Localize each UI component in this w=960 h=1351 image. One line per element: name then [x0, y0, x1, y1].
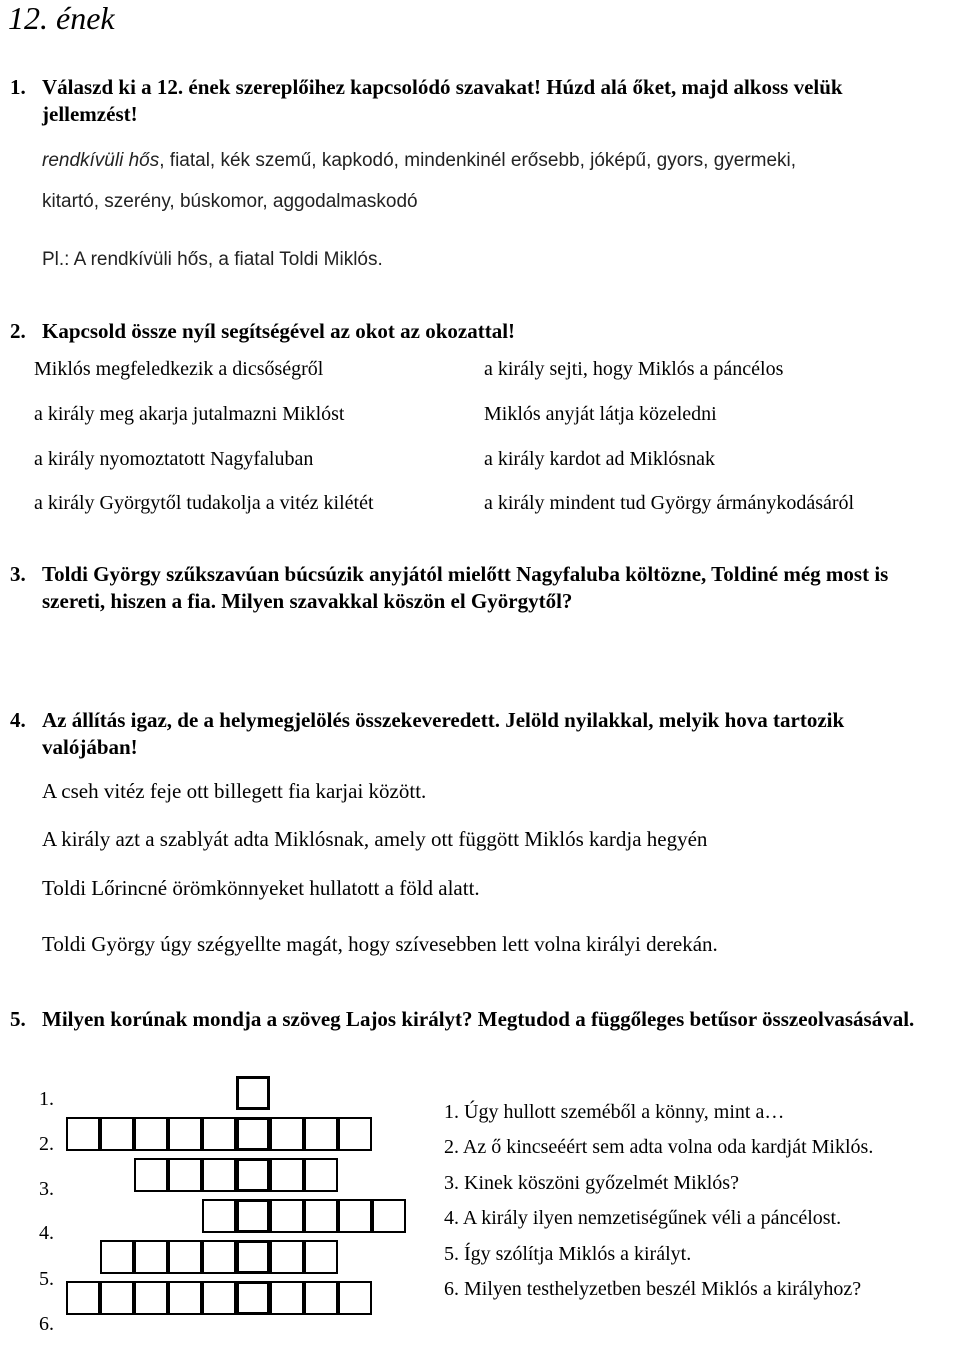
- crossword-cell[interactable]: [202, 1158, 236, 1192]
- question-number: 5.: [10, 1007, 26, 1031]
- crossword-cell[interactable]: [66, 1281, 100, 1315]
- crossword-cell[interactable]: [202, 1281, 236, 1315]
- question-number: 3.: [10, 562, 26, 586]
- solution-cell[interactable]: [236, 1281, 270, 1315]
- crossword-cell[interactable]: [168, 1117, 202, 1151]
- crossword-cell[interactable]: [168, 1240, 202, 1274]
- question-2: [0, 318, 960, 348]
- crossword-cell[interactable]: [372, 1199, 406, 1233]
- clue: 4. A király ilyen nemzetiségűnek véli a páncélost.: [444, 1207, 842, 1229]
- row-number: 4.: [39, 1222, 54, 1244]
- crossword-cell[interactable]: [270, 1199, 304, 1233]
- statement[interactable]: Toldi Lőrincné örömkönnyeket hullatott a föld alatt.: [42, 876, 480, 900]
- crossword-cell[interactable]: [270, 1240, 304, 1274]
- row-number: 3.: [39, 1178, 54, 1200]
- crossword-cell[interactable]: [134, 1240, 168, 1274]
- word-list-line-2: kitartó, szerény, búskomor, aggodalmaskodó: [42, 191, 418, 212]
- word-list: , fiatal, kék szemű, kapkodó, mindenkinél erősebb, jóképű, gyors, gyermeki,: [159, 150, 797, 171]
- question-number: 4.: [10, 708, 26, 732]
- row-number: 6.: [39, 1313, 54, 1335]
- effect-item[interactable]: a király mindent tud György ármánykodásáról: [484, 492, 855, 514]
- crossword-cell[interactable]: [270, 1281, 304, 1315]
- clue: 2. Az ő kincseéért sem adta volna oda kardját Miklós.: [444, 1136, 874, 1158]
- statement[interactable]: A cseh vitéz feje ott billegett fia karjai között.: [42, 779, 427, 803]
- crossword-cell[interactable]: [168, 1158, 202, 1192]
- solution-cell[interactable]: [236, 1117, 270, 1151]
- question-1: [0, 74, 960, 134]
- crossword-cell[interactable]: [304, 1199, 338, 1233]
- question-number: 2.: [10, 319, 26, 343]
- crossword-cell[interactable]: [304, 1158, 338, 1192]
- word-list-line-1: [42, 150, 796, 172]
- crossword-cell[interactable]: [100, 1240, 134, 1274]
- crossword-cell[interactable]: [338, 1281, 372, 1315]
- solution-cell[interactable]: [236, 1240, 270, 1274]
- crossword-cell[interactable]: [202, 1199, 236, 1233]
- question-text: Válaszd ki a 12. ének szereplőihez kapcsolódó szavakat! Húzd alá őket, majd alkoss velük jellemzést!: [42, 75, 843, 126]
- crossword-cell[interactable]: [66, 1117, 100, 1151]
- crossword-cell[interactable]: [134, 1117, 168, 1151]
- crossword-cell[interactable]: [338, 1117, 372, 1151]
- crossword-cell[interactable]: [270, 1158, 304, 1192]
- crossword-cell[interactable]: [100, 1281, 134, 1315]
- crossword-cell[interactable]: [168, 1281, 202, 1315]
- example-sentence: Pl.: A rendkívüli hős, a fiatal Toldi Miklós.: [42, 249, 383, 270]
- effect-item[interactable]: Miklós anyját látja közeledni: [484, 403, 717, 425]
- statement[interactable]: A király azt a szablyát adta Miklósnak, amely ott függött Miklós kardja hegyén: [42, 827, 708, 851]
- solution-cell[interactable]: [236, 1199, 270, 1233]
- crossword-cell[interactable]: [304, 1281, 338, 1315]
- solution-cell[interactable]: [236, 1076, 270, 1110]
- crossword-cell[interactable]: [304, 1117, 338, 1151]
- question-4: [0, 707, 960, 767]
- cause-item[interactable]: a király nyomoztatott Nagyfaluban: [34, 448, 314, 470]
- question-number: 1.: [10, 75, 26, 99]
- page-title: 12. ének: [8, 0, 115, 36]
- question-text: Kapcsold össze nyíl segítségével az okot az okozattal!: [42, 319, 516, 343]
- effect-item[interactable]: a király kardot ad Miklósnak: [484, 448, 716, 470]
- crossword-cell[interactable]: [202, 1240, 236, 1274]
- clue: 6. Milyen testhelyzetben beszél Miklós a királyhoz?: [444, 1278, 862, 1300]
- question-text: Milyen korúnak mondja a szöveg Lajos királyt? Megtudod a függőleges betűsor összeolvasásával.: [42, 1007, 915, 1031]
- word-highlighted: rendkívüli hős: [42, 150, 160, 171]
- question-3: [0, 561, 960, 621]
- crossword-cell[interactable]: [338, 1199, 372, 1233]
- clue: 5. Így szólítja Miklós a királyt.: [444, 1243, 692, 1265]
- crossword-cell[interactable]: [134, 1281, 168, 1315]
- clue: 3. Kinek köszöni győzelmét Miklós?: [444, 1172, 739, 1194]
- question-text: Toldi György szűkszavúan búcsúzik anyjától mielőtt Nagyfaluba költözne, Toldiné még most is szereti, hiszen a fia. Milyen szavakkal köszön el Györgytől?: [42, 562, 889, 613]
- crossword-cell[interactable]: [100, 1117, 134, 1151]
- row-number: 1.: [39, 1088, 54, 1110]
- crossword-cell[interactable]: [134, 1158, 168, 1192]
- question-5: [0, 1006, 960, 1066]
- cause-item[interactable]: Miklós megfeledkezik a dicsőségről: [34, 358, 324, 380]
- question-text: Az állítás igaz, de a helymegjelölés összekeveredett. Jelöld nyilakkal, melyik hova tartozik valójában!: [42, 708, 845, 759]
- cause-item[interactable]: a király Györgytől tudakolja a vitéz kilétét: [34, 492, 374, 514]
- row-number: 5.: [39, 1268, 54, 1290]
- cause-item[interactable]: a király meg akarja jutalmazni Miklóst: [34, 403, 345, 425]
- clue: 1. Úgy hullott szeméből a könny, mint a…: [444, 1101, 785, 1123]
- effect-item[interactable]: a király sejti, hogy Miklós a páncélos: [484, 358, 784, 380]
- crossword-cell[interactable]: [270, 1117, 304, 1151]
- statement[interactable]: Toldi György úgy szégyellte magát, hogy szívesebben lett volna királyi derekán.: [42, 932, 718, 956]
- row-number: 2.: [39, 1133, 54, 1155]
- crossword-cell[interactable]: [202, 1117, 236, 1151]
- crossword-cell[interactable]: [304, 1240, 338, 1274]
- solution-cell[interactable]: [236, 1158, 270, 1192]
